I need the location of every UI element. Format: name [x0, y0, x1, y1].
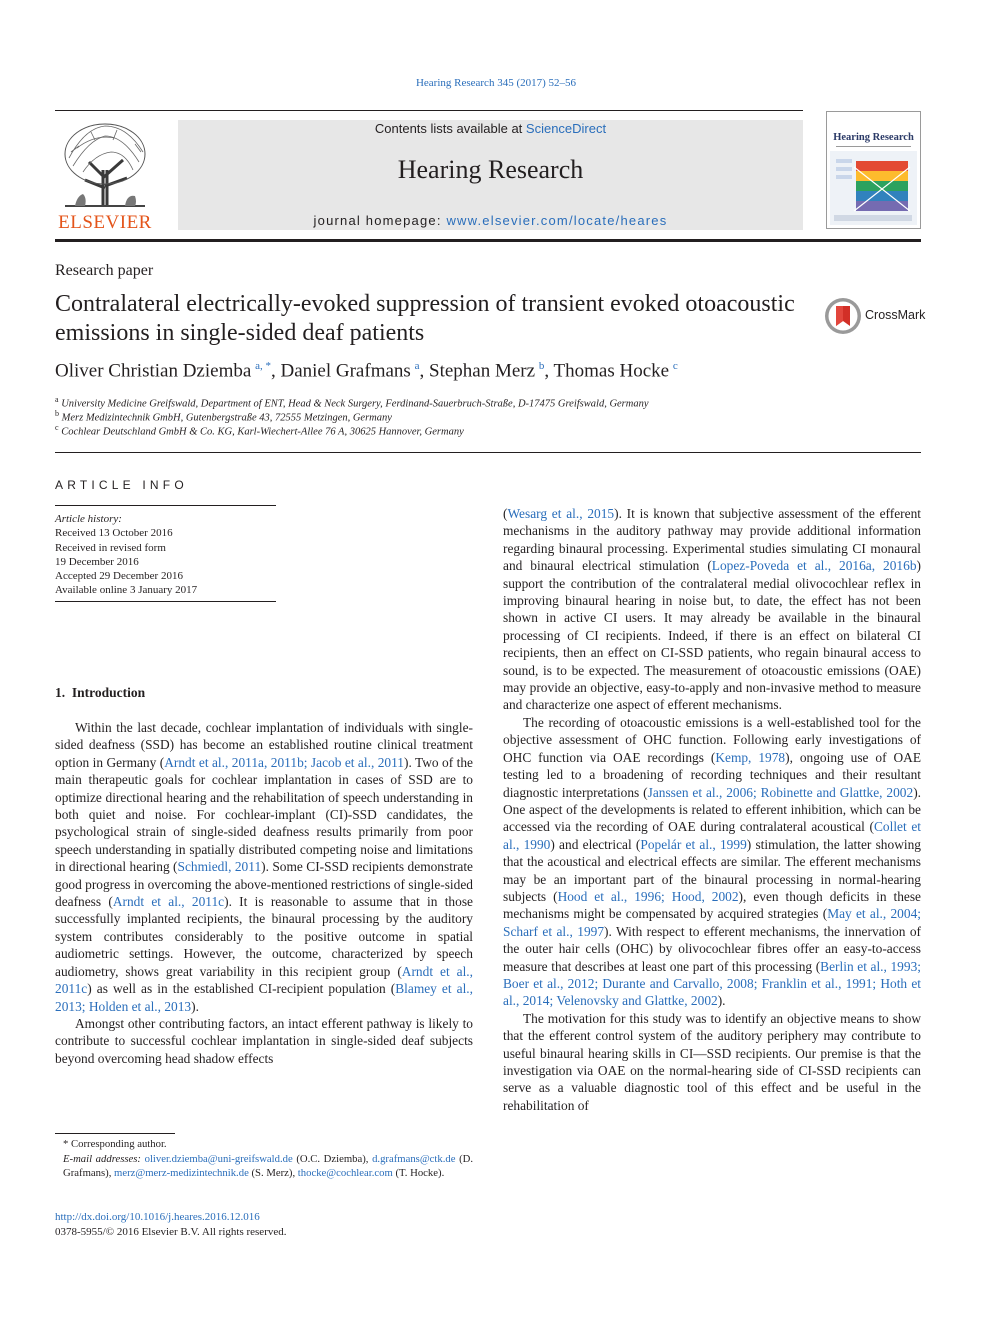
body-text: ). Some CI-SSD recipients demonstrate good progress in overcoming the above-mentioned restrictions of single-sided deafness ( [55, 859, 473, 910]
body-text: Amongst other contributing factors, an intact efferent pathway is likely to contribute to successful cochlear implantation in single-sided deaf subjects beyond overcoming head shadow effects [55, 1015, 473, 1066]
affiliation-mark: c [55, 423, 59, 432]
email-addresses-note [55, 1152, 473, 1181]
homepage-link[interactable]: www.elsevier.com/locate/heares [446, 213, 668, 228]
email-separator: , [292, 1167, 298, 1180]
contents-prefix: Contents lists available at [374, 121, 526, 136]
body-paragraph [55, 719, 473, 1015]
author-separator: , [544, 360, 554, 382]
affiliation-mark: a [55, 395, 59, 404]
body-text: ( [503, 506, 508, 521]
body-text: The recording of otoacoustic emissions is a well-established tool for the objective assessment of OHC function. Following early investigations of OHC function via OAE recordings ( [503, 714, 921, 765]
email-link[interactable]: oliver.dziemba@uni-greifswald.de [144, 1152, 293, 1165]
email-link[interactable]: merz@merz-medizintechnik.de [114, 1167, 249, 1180]
article-title: Contralateral electrically-evoked suppression of transient evoked otoacoustic emissions in single-sided deaf patients [55, 291, 795, 346]
affiliation-line [55, 409, 925, 424]
body-text: ). It is known that subjective assessment of the efferent mechanisms in the auditory pathway may provide additional information regarding binaural processing. Experimental studies simulating CI monaural and binaural electrical stimulation ( [503, 506, 921, 574]
article-info-heading: ARTICLE INFO [55, 478, 188, 492]
author-affiliation-mark[interactable]: a, * [255, 360, 271, 372]
body-text: ), even though deficits in these mechanisms might be compensated by acquired strategies ( [503, 888, 921, 922]
author-name: Thomas Hocke [553, 360, 670, 382]
cover-rule [836, 146, 911, 147]
homepage-prefix: journal homepage: [313, 213, 447, 228]
history-entry: 19 December 2016 [55, 555, 139, 568]
article-info-bottom-rule [55, 601, 276, 602]
journal-cover-icon [826, 111, 921, 229]
email-owner: (O.C. Dziemba) [296, 1152, 366, 1165]
email-label: E-mail addresses: [63, 1152, 141, 1165]
affiliation-text: Cochlear Deutschland GmbH & Co. KG, Karl-Wiechert-Allee 76 A, 30625 Hannover, Germany [61, 426, 464, 438]
body-paragraph [55, 1015, 473, 1067]
email-link[interactable]: thocke@cochlear.com [297, 1167, 393, 1180]
citation-link[interactable]: Arndt et al., 2011c [55, 963, 473, 997]
citation-link[interactable]: Wesarg et al., 2015 [507, 506, 615, 521]
crossmark-badge[interactable] [824, 296, 924, 336]
footnote-rule [55, 1133, 175, 1134]
corresponding-author-text: Corresponding author. [71, 1138, 167, 1150]
email-separator: , [365, 1152, 373, 1165]
citation-link[interactable]: Berlin et al., 1993; Boer et al., 2012; Durante and Carvallo, 2008; Franklin et al., 1991; Hoth et al., 2014; Velenovsky and Glattke, 2002 [503, 958, 921, 1009]
email-owner: (S. Merz) [251, 1167, 293, 1180]
body-paragraph [503, 1010, 921, 1114]
body-text: ) and electrical ( [550, 836, 641, 852]
section-heading-introduction [55, 685, 145, 701]
article-info-top-rule [55, 505, 276, 506]
article-history-label: Article history: [55, 513, 122, 525]
article-history [55, 512, 276, 598]
crossmark-icon [824, 296, 864, 336]
body-text: ). [717, 993, 726, 1009]
cover-title: Hearing Research [833, 132, 914, 143]
email-separator: . [441, 1167, 445, 1180]
email-owner: (D. Grafmans) [63, 1152, 474, 1180]
header-top-rule [55, 110, 803, 111]
citation-link[interactable]: Kemp, 1978 [715, 749, 786, 765]
section-title: Introduction [71, 685, 146, 700]
affiliation-rule [55, 452, 921, 453]
body-text: Within the last decade, cochlear implantation of individuals with single-sided deafness (SSD) has become an established routine clinical treatment option in Germany ( [55, 720, 473, 770]
body-text: ). With respect to efferent mechanisms, the innervation of the outer hair cells (OHC) by olivocochlear fibres offer an easy-to-access measure that describes at least one part of this processing ( [503, 923, 921, 974]
author-name: Daniel Grafmans [280, 360, 411, 382]
body-text: ). Two of the main therapeutic goals for cochlear implantation in cases of SSD are to optimize directional hearing and the rehabilitation of speech understanding in both quiet and noise. For cochlear-implant (CI)-SSD candidates, the psychological strain of single-sided deafness results primarily from poor speech understanding in spatially distributed competing noise and limitations in directional hearing ( [55, 754, 473, 875]
affiliation-text: Merz Medizintechnik GmbH, Gutenbergstraße 43, 72555 Metzingen, Germany [61, 412, 392, 424]
author-separator: , [419, 360, 429, 382]
journal-title: Hearing Research [397, 155, 584, 184]
citation-link[interactable]: Janssen et al., 2006; Robinette and Glattke, 2002 [647, 784, 914, 800]
citation-link[interactable]: Collet et al., 1990 [503, 819, 921, 852]
contents-line [178, 121, 803, 136]
header-bottom-rule [55, 239, 921, 242]
copyright-line: 0378-5955/© 2016 Elsevier B.V. All rights reserved. [55, 1226, 287, 1238]
body-text: ), ongoing use of OAE testing led to a broadening of recording techniques and their resultant diagnostic interpretations ( [503, 749, 921, 800]
history-entry: Received in revised form [55, 541, 166, 554]
journal-cover-thumbnail[interactable] [826, 111, 921, 229]
crossmark-label: CrossMark [865, 308, 926, 322]
corresponding-author-note [55, 1137, 473, 1152]
journal-citation[interactable]: Hearing Research 345 (2017) 52–56 [415, 77, 577, 89]
section-number: 1. [55, 685, 66, 700]
citation-link[interactable]: Hood et al., 1996; Hood, 2002 [557, 888, 739, 904]
author-affiliation-mark[interactable]: c [672, 360, 678, 372]
body-column-right [503, 505, 921, 1114]
citation-link[interactable]: Schmiedl, 2011 [177, 859, 262, 875]
email-link[interactable]: d.grafmans@ctk.de [372, 1152, 456, 1165]
author-affiliation-mark[interactable]: b [538, 360, 545, 372]
citation-link[interactable]: Blamey et al., 2013; Holden et al., 2013 [55, 981, 473, 1014]
affiliation-mark: b [55, 409, 59, 418]
footnote-mark: * [63, 1138, 69, 1150]
affiliation-line [55, 395, 925, 410]
citation-link[interactable]: May et al., 2004; Scharf et al., 1997 [503, 906, 921, 939]
citation-link[interactable]: Lopez-Poveda et al., 2016a, 2016b [711, 558, 917, 574]
author-affiliation-mark[interactable]: a [414, 360, 420, 372]
body-text: ). [191, 998, 199, 1014]
email-separator: , [108, 1167, 115, 1180]
article-type: Research paper [55, 262, 154, 279]
elsevier-wordmark: ELSEVIER [58, 212, 152, 233]
body-text: ) stimulation, the latter showing that the acoustical and electrical effects are similar. The efferent mechanisms may be an important part of the binaural processing in normal-hearing subjects ( [503, 836, 921, 904]
body-text: ). It is reasonable to assume that in those successfully implanted recipients, the binaural processing by the auditory system contributes considerably to the positive outcome in spatial audiometric settings. However, the outcome, characterized by speech audiometry, shows great variability in this recipient group ( [55, 894, 473, 979]
body-column-left [55, 719, 473, 1067]
email-owner: (T. Hocke) [395, 1167, 442, 1180]
affiliation-text: University Medicine Greifswald, Department of ENT, Head & Neck Surgery, Ferdinand-Sauerbruch-Straße, D-17475 Greifswald, Germany [61, 398, 649, 410]
elsevier-logo[interactable] [55, 118, 155, 234]
affiliation-line [55, 423, 925, 438]
author-separator: , [270, 360, 281, 382]
history-entry: Received 13 October 2016 [55, 527, 173, 540]
history-entry: Accepted 29 December 2016 [55, 570, 183, 583]
author-name: Oliver Christian Dziemba [55, 360, 252, 382]
body-paragraph [503, 505, 921, 714]
author-name: Stephan Merz [429, 360, 536, 382]
body-text: The motivation for this study was to identify an objective means to show that the efferent control system of the auditory periphery may contribute to useful binaural hearing skills in CI—SSD recipients. Our premise is that the investigation via OAE on the normal-hearing side of CI-SSD recipients can serve as a valuable diagnostic tool of this effect and be useful in the rehabilitation of [503, 1010, 921, 1113]
citation-link[interactable]: Popelár et al., 1999 [640, 836, 747, 852]
history-entry: Available online 3 January 2017 [55, 584, 198, 597]
body-text: ). One aspect of the developments is related to efferent inhibition, which can be accessed via the recording of OAE during contralateral acoustical ( [503, 784, 922, 835]
body-paragraph [503, 714, 921, 1010]
journal-homepage-line [178, 213, 803, 228]
doi-link[interactable]: http://dx.doi.org/10.1016/j.heares.2016.12.016 [55, 1211, 260, 1223]
footnotes [55, 1137, 473, 1181]
citation-link[interactable]: Arndt et al., 2011c [112, 894, 225, 910]
body-text: ) support the contribution of the contralateral medial olivocochlear reflex in improving binaural hearing in noise but, to date, the effect has not been shown in active CI users. It may already be available in the binaural processing of CI recipients. Indeed, if there is an effect on bilateral CI recipients, then an effect on CI-SSD patients, who regain binaural access to sound, is to be expected. The measurement of otoacoustic emissions (OAE) may provide an objective, easy-to-apply and non-invasive method to measure and characterize one aspect of efferent mechanisms. [503, 558, 921, 713]
author-list [55, 360, 925, 382]
citation-link[interactable]: Arndt et al., 2011a, 2011b; Jacob et al., 2011 [164, 754, 405, 770]
sciencedirect-link[interactable]: ScienceDirect [525, 121, 607, 136]
body-text: ) as well as in the established CI-recipient population ( [87, 981, 396, 997]
